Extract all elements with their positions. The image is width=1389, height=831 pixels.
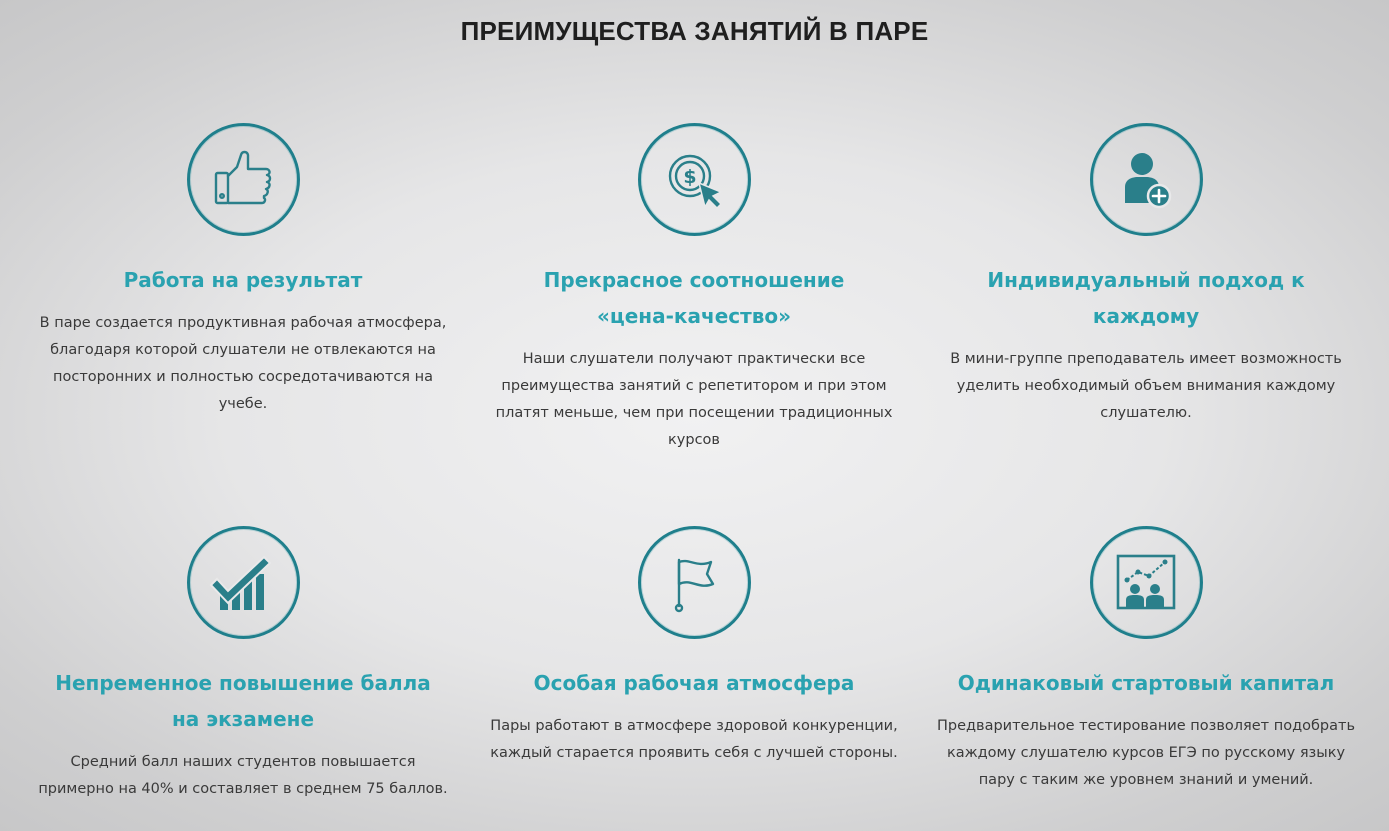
add-user-icon xyxy=(1111,145,1181,215)
feature-equal-start xyxy=(921,526,1371,794)
svg-text:$: $ xyxy=(683,165,697,188)
icon-circle xyxy=(187,526,300,639)
feature-title: Одинаковый стартовый капитал xyxy=(957,671,1335,695)
icon-circle xyxy=(187,123,300,236)
presentation-board-icon xyxy=(1111,548,1181,618)
thumbs-up-icon xyxy=(208,145,278,215)
dollar-click-icon xyxy=(659,145,729,215)
feature-text: Пары работают в атмосфере здоровой конкуренции, каждый старается проявить себя с лучшей стороны. xyxy=(490,718,898,761)
feature-title: Индивидуальный подход к каждому xyxy=(987,268,1305,328)
feature-title: Особая рабочая атмосфера xyxy=(533,671,855,695)
feature-price-quality xyxy=(469,123,919,454)
feature-title: Работа на результат xyxy=(123,268,363,292)
page-title: ПРЕИМУЩЕСТВА ЗАНЯТИЙ В ПАРЕ xyxy=(460,16,929,46)
feature-text: В мини-группе преподаватель имеет возможность уделить необходимый объем внимания каждому слушателю. xyxy=(950,351,1342,421)
feature-score-increase xyxy=(18,526,468,803)
feature-title: Прекрасное соотношение «цена-качество» xyxy=(543,268,845,328)
icon-circle xyxy=(1090,526,1203,639)
growth-chart-check-icon xyxy=(208,548,278,618)
feature-text: В паре создается продуктивная рабочая атмосфера, благодаря которой слушатели не отвлекаются на посторонних и полностью сосредотачиваются на учебе. xyxy=(39,315,447,412)
icon-circle xyxy=(1090,123,1203,236)
icon-circle xyxy=(638,526,751,639)
feature-text: Предварительное тестирование позволяет подобрать каждому слушателю курсов ЕГЭ по русскому языку пару с таким же уровнем знаний и умений. xyxy=(936,718,1356,788)
feature-title: Непременное повышение балла на экзамене xyxy=(55,671,431,731)
feature-text: Наши слушатели получают практически все преимущества занятий с репетитором и при этом платят меньше, чем при посещении традиционных курсов xyxy=(495,351,893,448)
feature-individual-approach xyxy=(921,123,1371,427)
feature-text: Средний балл наших студентов повышается примерно на 40% и составляет в среднем 75 баллов. xyxy=(38,754,448,797)
icon-circle xyxy=(638,123,751,236)
feature-work-atmosphere xyxy=(469,526,919,767)
feature-work-for-result xyxy=(18,123,468,418)
flag-icon xyxy=(659,548,729,618)
